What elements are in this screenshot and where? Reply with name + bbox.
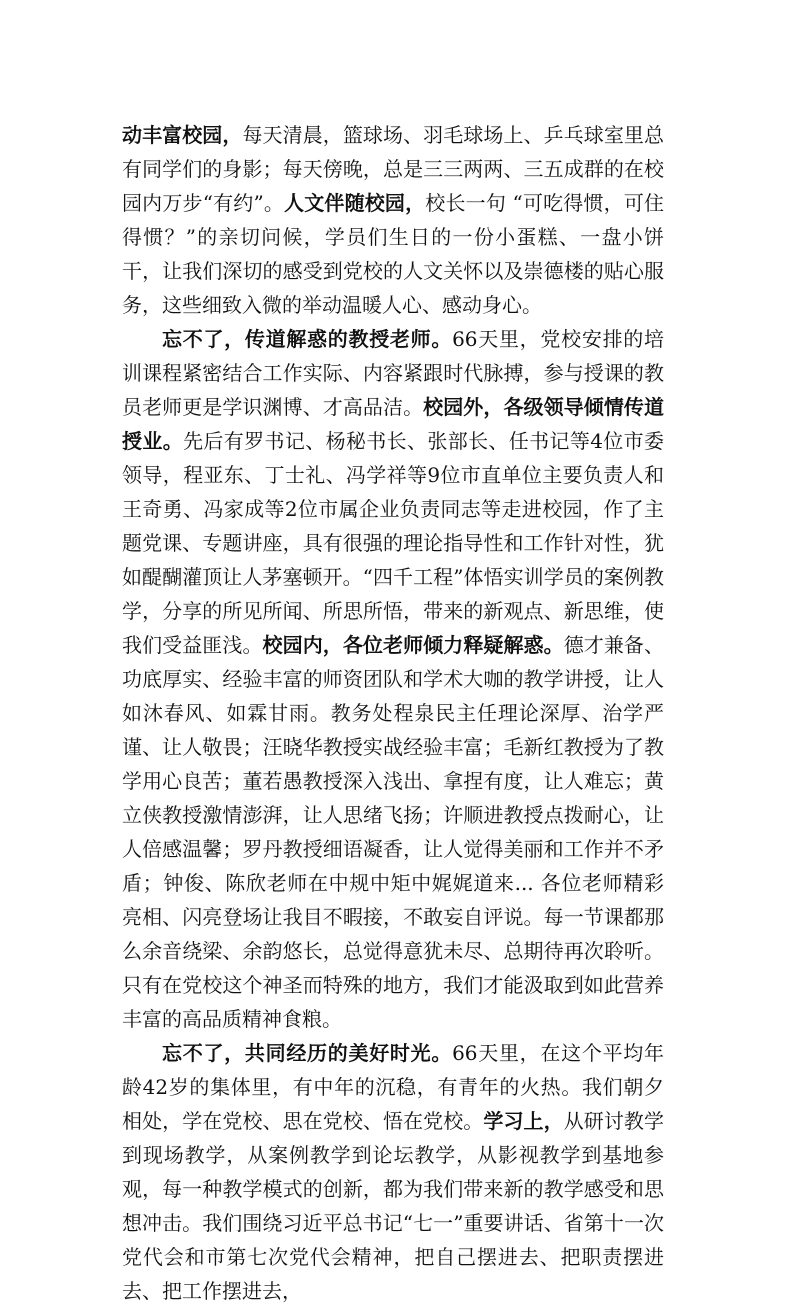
bold-run: 人文伴随校园， xyxy=(284,191,426,215)
paragraph-2 xyxy=(122,322,664,1036)
bold-run: 动丰富校园， xyxy=(122,123,243,147)
bold-run: 忘不了，共同经历的美好时光。 xyxy=(162,1041,453,1065)
bold-run: 忘不了，传道解惑的教授老师。 xyxy=(162,327,453,351)
text-run: 先后有罗书记、杨秘书长、张部长、任书记等4位市委领导，程亚东、丁士礼、冯学祥等9位市直单位主要负责人和王奇勇、冯家成等2位市属企业负责同志等走进校园，作了主题党课、专题讲座，具有很强的理论指导性和工作针对性，犹如醍醐灌顶让人茅塞顿开。“四千工程”体悟实训学员的案例教学，分享的所见所闻、所思所悟，带来的新观点、新思维，使我们受益匪浅。 xyxy=(122,429,664,657)
bold-run: 校园内，各位老师倾力释疑解惑。 xyxy=(262,633,564,657)
text-run: 校长一句 “可吃得惯，可住得惯？”的亲切问候，学员们生日的一份小蛋糕、一盘小饼干，让我们深切的感受到党校的人文关怀以及崇德楼的贴心服务，这些细致入微的举动温暖人心、感动身心。 xyxy=(122,191,665,317)
paragraph-1 xyxy=(122,118,664,322)
text-run: 66天里，在这个平均年龄42岁的集体里，有中年的沉稳，有青年的火热。我们朝夕相处，学在党校、思在党校、悟在党校。 xyxy=(122,1041,665,1133)
text-run: 66天里，党校安排的培训课程紧密结合工作实际、内容紧跟时代脉搏，参与授课的教员老师更是学识渊博、才高品洁。 xyxy=(122,327,665,419)
text-run: 从研讨教学到现场教学，从案例教学到论坛教学，从影视教学到基地参观，每一种教学模式的创新，都为我们带来新的教学感受和思想冲击。我们围绕习近平总书记“七一”重要讲话、省第十一次党代会和市第七次党代会精神，把自己摆进去、把职责摆进去、把工作摆进去， xyxy=(122,1109,665,1303)
text-run: 每天清晨，篮球场、羽毛球场上、乒乓球室里总有同学们的身影；每天傍晚，总是三三两两、三五成群的在校园内万步“有约”。 xyxy=(122,123,665,215)
bold-run: 学习上， xyxy=(483,1109,564,1133)
paragraph-3 xyxy=(122,1036,664,1308)
bold-run: 校园外，各级领导倾情传道授业。 xyxy=(122,395,665,453)
text-run: 德才兼备、功底厚实、经验丰富的师资团队和学术大咖的教学讲授，让人如沐春风、如霖甘雨。教务处程泉民主任理论深厚、治学严谨、让人敬畏；汪晓华教授实战经验丰富；毛新红教授为了教学用心良苦；董若愚教授深入浅出、拿捏有度，让人难忘；黄立侠教授激情澎湃，让人思绪飞扬；许顺进教授点拨耐心，让人倍感温馨；罗丹教授细语凝香，让人觉得美丽和工作并不矛盾；钟俊、陈欣老师在中规中矩中娓娓道来... 各位老师精彩亮相、闪亮登场让我目不暇接，不敢妄自评说。每一节课都那么余音绕梁、余韵悠长，总觉得意犹未尽、总期待再次聆听。只有在党校这个神圣而特殊的地方，我们才能汲取到如此营养丰富的高品质精神食粮。 xyxy=(122,633,665,1031)
document-page xyxy=(122,118,664,1308)
